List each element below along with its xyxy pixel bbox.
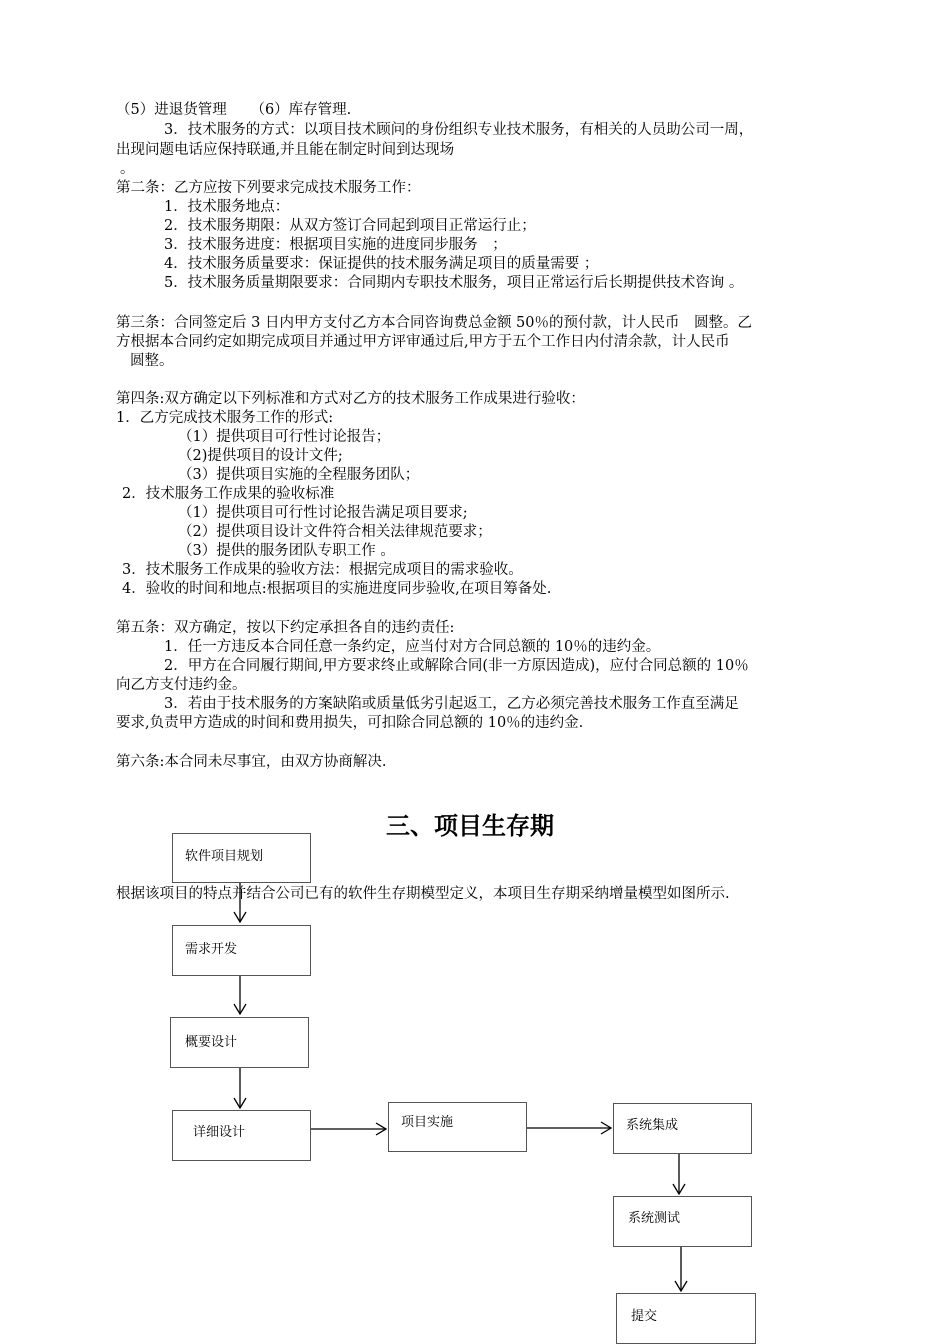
flow-step-label: 详细设计	[193, 1125, 246, 1140]
text-line: 3．技术服务工作成果的验收方法：根据完成项目的需求验收。	[122, 562, 523, 578]
flow-step-delivery	[616, 1293, 756, 1344]
text-line: 1．乙方完成技术服务工作的形式:	[116, 410, 334, 426]
flow-step-label: 概要设计	[185, 1035, 238, 1050]
text-line: 3．技术服务进度：根据项目实施的进度同步服务 ；	[164, 237, 507, 253]
flow-step-planning	[172, 833, 311, 883]
article-4-heading: 第四条:双方确定以下列标准和方式对乙方的技术服务工作成果进行验收：	[116, 391, 585, 407]
text-line: 圆整。	[130, 353, 174, 369]
text-line: 2．技术服务期限：从双方签订合同起到项目正常运行止；	[164, 218, 536, 234]
text-line: （1）提供项目可行性讨论报告满足项目要求;	[178, 505, 468, 521]
text-line: （1）提供项目可行性讨论报告；	[178, 429, 391, 445]
section-intro: 根据该项目的特点并结合公司已有的软件生存期模型定义，本项目生存期采纳增量模型如图所示.	[116, 886, 730, 902]
text-line: 4．技术服务质量要求：保证提供的技术服务满足项目的质量需要 ；	[164, 256, 599, 272]
flow-step-integration	[613, 1103, 752, 1154]
text-line: （2）提供项目设计文件符合相关法律规范要求；	[178, 524, 492, 540]
flow-step-label: 系统集成	[626, 1118, 679, 1133]
text-line: 出现问题电话应保持联通,并且能在制定时间到达现场	[116, 142, 455, 158]
text-line: 方根据本合同约定如期完成项目并通过甲方评审通过后,甲方于五个工作日内付清余款，计人民币	[116, 334, 730, 350]
flow-step-detailed-design	[172, 1110, 311, 1161]
text-line: 要求,负责甲方造成的时间和费用损失，可扣除合同总额的 10％的违约金.	[116, 715, 584, 731]
text-line: 3．若由于技术服务的方案缺陷或质量低劣引起返工，乙方必须完善技术服务工作直至满足	[164, 696, 739, 712]
article-3-heading: 第三条：合同签定后 3 日内甲方支付乙方本合同咨询费总金额 50％的预付款，计人民币 圆整。乙	[116, 315, 752, 331]
text-line: 向乙方支付违约金。	[116, 677, 247, 693]
text-line: 4．验收的时间和地点:根据项目的实施进度同步验收,在项目筹备处.	[122, 581, 552, 597]
text-line: 1．技术服务地点：	[164, 199, 290, 215]
article-2-heading: 第二条：乙方应按下列要求完成技术服务工作：	[116, 180, 421, 196]
flow-step-label: 需求开发	[185, 942, 238, 957]
flow-step-implementation	[388, 1102, 527, 1152]
text-line: 2．技术服务工作成果的验收标准	[122, 486, 335, 502]
flow-step-label: 提交	[631, 1309, 658, 1324]
text-line: 5．技术服务质量期限要求：合同期内专职技术服务，项目正常运行后长期提供技术咨询 。	[164, 275, 744, 291]
flow-step-testing	[613, 1196, 752, 1247]
flow-step-requirements	[172, 925, 311, 976]
text-line: （3）提供项目实施的全程服务团队；	[178, 467, 420, 483]
article-6-heading: 第六条:本合同未尽事宜，由双方协商解决.	[116, 754, 387, 770]
text-line: （2)提供项目的设计文件;	[178, 448, 343, 464]
section-title: 三、项目生存期	[386, 812, 554, 840]
flow-step-label: 项目实施	[401, 1115, 454, 1130]
text-line: 3．技术服务的方式：以项目技术顾问的身份组织专业技术服务，有相关的人员助公司一周，	[164, 122, 754, 138]
flow-step-outline-design	[170, 1017, 309, 1068]
text-line: 2．甲方在合同履行期间,甲方要求终止或解除合同(非一方原因造成)，应付合同总额的 10％	[164, 658, 749, 674]
text-line: （5）进退货管理 （6）库存管理.	[116, 102, 352, 118]
text-line: 。	[120, 161, 135, 177]
text-line: （3）提供的服务团队专职工作 。	[178, 543, 395, 559]
flow-step-label: 系统测试	[628, 1211, 681, 1226]
flow-step-label: 软件项目规划	[185, 849, 264, 864]
text-line: 1．任一方违反本合同任意一条约定，应当付对方合同总额的 10％的违约金。	[164, 639, 661, 655]
article-5-heading: 第五条：双方确定，按以下约定承担各自的违约责任:	[116, 620, 455, 636]
